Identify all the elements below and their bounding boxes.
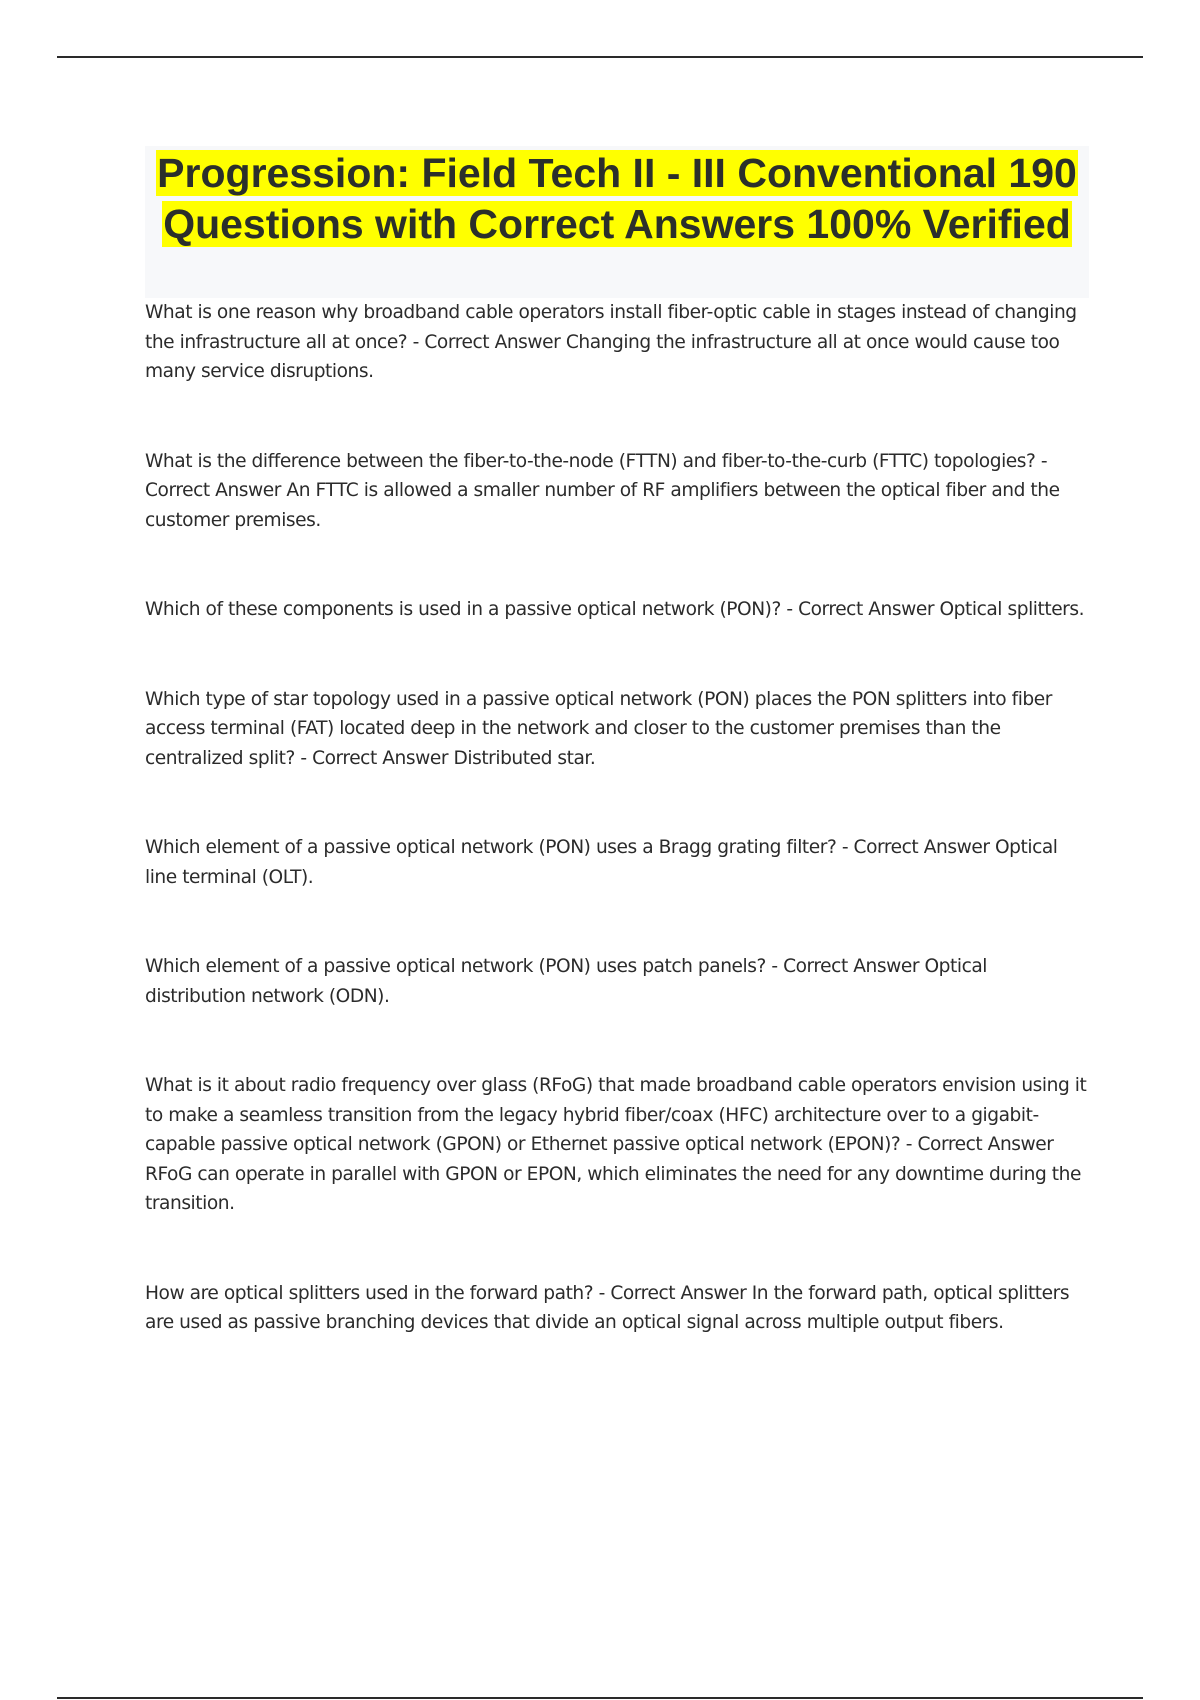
title-block [145,146,1089,298]
bottom-rule [57,1697,1143,1699]
qa-item: Which of these components is used in a passive optical network (PON)? - Correct Answer Optical splitters. [145,599,1085,620]
document-title [145,148,1089,250]
qa-item: What is one reason why broadband cable operators install fiber-optic cable in stages instead of changing the infrastructure all at once? - Correct Answer Changing the infrastructure all at once would cause too many service disruptions. [145,302,1077,382]
qa-item: What is the difference between the fiber-to-the-node (FTTN) and fiber-to-the-curb (FTTC) topologies? - Correct Answer An FTTC is allowed a smaller number of RF amplifiers between the optical fiber and the customer premises. [145,450,1060,531]
qa-item: Which element of a passive optical network (PON) uses patch panels? - Correct Answer Optical distribution network (ODN). [145,956,988,1007]
qa-item: Which type of star topology used in a passive optical network (PON) places the PON splitters into fiber access terminal (FAT) located deep in the network and closer to the customer premises than the centralized split? - Correct Answer Distributed star. [145,688,1052,769]
title-highlight: Progression: Field Tech II - III Conventional 190 Questions with Correct Answers 100% Verified [157,150,1077,247]
qa-item: How are optical splitters used in the forward path? - Correct Answer In the forward path, optical splitters are used as passive branching devices that divide an optical signal across multiple output fibers. [145,1282,1070,1333]
document-page [145,146,1089,1338]
top-rule [57,56,1143,58]
qa-list [145,298,1089,1338]
qa-item: What is it about radio frequency over glass (RFoG) that made broadband cable operators envision using it to make a seamless transition from the legacy hybrid fiber/coax (HFC) architecture over to a gigabit-capable passive optical network (GPON) or Ethernet passive optical network (EPON)? - Correct Answer RFoG can operate in parallel with GPON or EPON, which eliminates the need for any downtime during the transition. [145,1075,1087,1214]
qa-item: Which element of a passive optical network (PON) uses a Bragg grating filter? - Correct Answer Optical line terminal (OLT). [145,837,1058,888]
